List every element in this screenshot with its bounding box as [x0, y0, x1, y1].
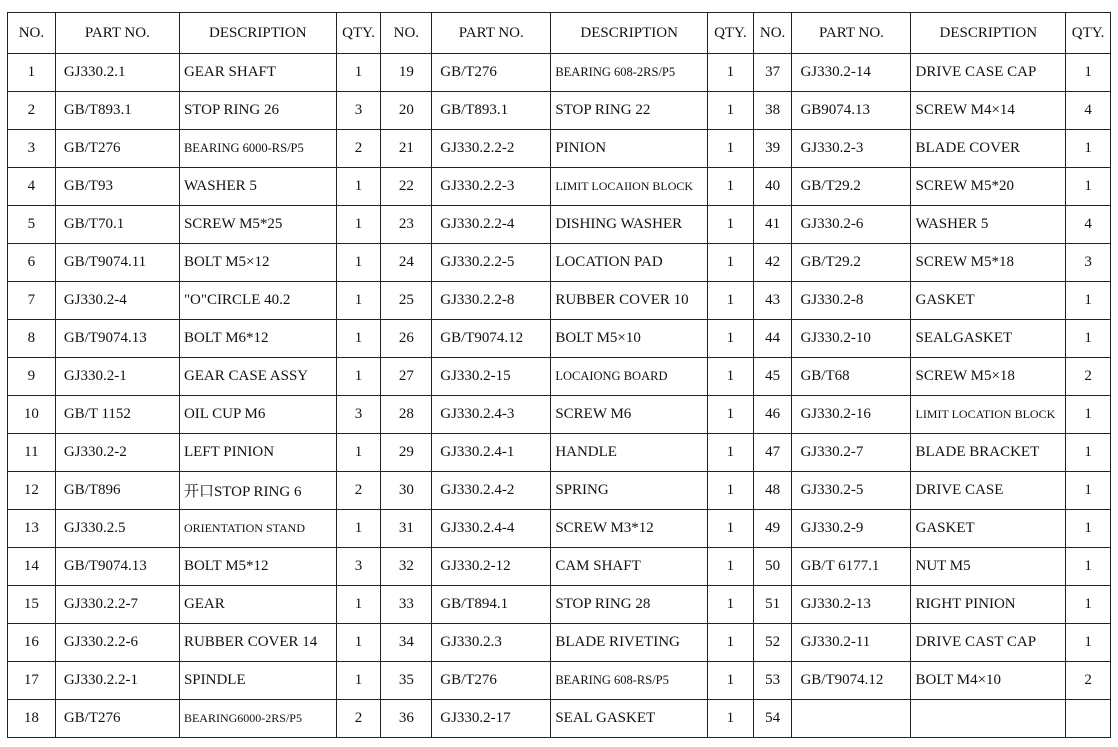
- part-quantity: 1: [708, 358, 754, 396]
- part-number-index: 44: [753, 320, 792, 358]
- part-number-index: 34: [381, 624, 432, 662]
- part-quantity: 1: [708, 662, 754, 700]
- part-number: GJ330.2.4-4: [432, 510, 551, 548]
- part-quantity: 1: [336, 168, 381, 206]
- part-quantity: 3: [1066, 244, 1111, 282]
- part-description: SCREW M4×14: [911, 92, 1066, 130]
- part-quantity: 1: [1066, 168, 1111, 206]
- part-number-index: 8: [8, 320, 56, 358]
- part-number-index: 32: [381, 548, 432, 586]
- part-quantity: 1: [1066, 510, 1111, 548]
- part-number: GB/T29.2: [792, 168, 911, 206]
- part-description: HANDLE: [551, 434, 708, 472]
- part-quantity: 1: [708, 320, 754, 358]
- part-quantity: 4: [1066, 92, 1111, 130]
- part-quantity: 1: [1066, 624, 1111, 662]
- part-number-index: 38: [753, 92, 792, 130]
- part-number-index: 1: [8, 54, 56, 92]
- part-quantity: 1: [336, 244, 381, 282]
- part-quantity: 1: [336, 54, 381, 92]
- part-quantity: 1: [1066, 434, 1111, 472]
- part-description: SCREW M5*25: [179, 206, 336, 244]
- part-quantity: 1: [708, 548, 754, 586]
- part-number: GJ330.2.2-6: [55, 624, 179, 662]
- part-number: GB9074.13: [792, 92, 911, 130]
- part-number: GJ330.2.2-4: [432, 206, 551, 244]
- part-number: GJ330.2-1: [55, 358, 179, 396]
- part-number-index: 43: [753, 282, 792, 320]
- part-description: SCREW M5×18: [911, 358, 1066, 396]
- part-description: SCREW M3*12: [551, 510, 708, 548]
- table-row: [8, 168, 1111, 206]
- part-number-index: 29: [381, 434, 432, 472]
- part-number: GB/T276: [432, 662, 551, 700]
- part-number: GB/T68: [792, 358, 911, 396]
- part-number-index: 52: [753, 624, 792, 662]
- part-number: GJ330.2.2-2: [432, 130, 551, 168]
- part-number-index: 9: [8, 358, 56, 396]
- part-description: BEARING 608-2RS/P5: [551, 54, 708, 92]
- part-description: LIMIT LOCAIION BLOCK: [551, 168, 708, 206]
- part-number-index: 14: [8, 548, 56, 586]
- part-number: GJ330.2.2-7: [55, 586, 179, 624]
- part-description: STOP RING 22: [551, 92, 708, 130]
- part-description: "O"CIRCLE 40.2: [179, 282, 336, 320]
- part-number-index: 22: [381, 168, 432, 206]
- part-description: BOLT M5×10: [551, 320, 708, 358]
- part-quantity: 1: [336, 662, 381, 700]
- part-description: NUT M5: [911, 548, 1066, 586]
- part-number: GJ330.2-11: [792, 624, 911, 662]
- header-no: NO.: [381, 13, 432, 54]
- part-quantity: 1: [1066, 320, 1111, 358]
- part-quantity: 3: [336, 92, 381, 130]
- part-number-index: 28: [381, 396, 432, 434]
- part-number-index: 13: [8, 510, 56, 548]
- part-number: GJ330.2.5: [55, 510, 179, 548]
- part-description: SEALGASKET: [911, 320, 1066, 358]
- part-description: OIL CUP M6: [179, 396, 336, 434]
- part-quantity: 1: [708, 54, 754, 92]
- part-quantity: 1: [708, 472, 754, 510]
- table-row: [8, 586, 1111, 624]
- part-number: GJ330.2-14: [792, 54, 911, 92]
- part-number: GB/T9074.11: [55, 244, 179, 282]
- part-description: BLADE COVER: [911, 130, 1066, 168]
- part-number: GB/T70.1: [55, 206, 179, 244]
- table-row: [8, 510, 1111, 548]
- part-quantity: 1: [336, 282, 381, 320]
- part-number-index: 3: [8, 130, 56, 168]
- part-quantity: 1: [336, 624, 381, 662]
- part-quantity: 1: [708, 586, 754, 624]
- part-quantity: 1: [1066, 282, 1111, 320]
- part-number: GJ330.2-13: [792, 586, 911, 624]
- part-number: GB/T9074.13: [55, 548, 179, 586]
- part-number: GJ330.2-5: [792, 472, 911, 510]
- part-description: RIGHT PINION: [911, 586, 1066, 624]
- part-number-index: 12: [8, 472, 56, 510]
- part-quantity: 4: [1066, 206, 1111, 244]
- table-row: [8, 92, 1111, 130]
- part-quantity: [1066, 700, 1111, 738]
- part-number-index: 19: [381, 54, 432, 92]
- part-description: WASHER 5: [911, 206, 1066, 244]
- part-number: [792, 700, 911, 738]
- part-number-index: 20: [381, 92, 432, 130]
- part-number: GJ330.2.4-2: [432, 472, 551, 510]
- part-number: GB/T93: [55, 168, 179, 206]
- part-number-index: 26: [381, 320, 432, 358]
- part-quantity: 2: [336, 472, 381, 510]
- part-number: GJ330.2.4-3: [432, 396, 551, 434]
- part-number-index: 30: [381, 472, 432, 510]
- part-quantity: 1: [336, 510, 381, 548]
- part-quantity: 1: [708, 282, 754, 320]
- parts-list-table: [7, 12, 1111, 738]
- part-number: GJ330.2.1: [55, 54, 179, 92]
- part-description: BOLT M5*12: [179, 548, 336, 586]
- part-number: GB/T9074.12: [792, 662, 911, 700]
- part-number-index: 40: [753, 168, 792, 206]
- part-number-index: 4: [8, 168, 56, 206]
- part-number: GJ330.2-3: [792, 130, 911, 168]
- part-quantity: 1: [708, 244, 754, 282]
- table-row: [8, 206, 1111, 244]
- header-qty: QTY.: [1066, 13, 1111, 54]
- part-description: DRIVE CAST CAP: [911, 624, 1066, 662]
- part-number: GB/T894.1: [432, 586, 551, 624]
- part-number: GJ330.2-4: [55, 282, 179, 320]
- table-row: [8, 662, 1111, 700]
- part-number-index: 2: [8, 92, 56, 130]
- part-quantity: 1: [708, 206, 754, 244]
- part-number-index: 37: [753, 54, 792, 92]
- part-number: GJ330.2-6: [792, 206, 911, 244]
- part-description: [911, 700, 1066, 738]
- part-number-index: 54: [753, 700, 792, 738]
- part-description: CAM SHAFT: [551, 548, 708, 586]
- part-description: GASKET: [911, 282, 1066, 320]
- part-number-index: 18: [8, 700, 56, 738]
- part-number: GB/T 1152: [55, 396, 179, 434]
- table-row: [8, 624, 1111, 662]
- part-description: GEAR CASE ASSY: [179, 358, 336, 396]
- part-description: LOCATION PAD: [551, 244, 708, 282]
- table-body: [8, 54, 1111, 738]
- part-description: BEARING6000-2RS/P5: [179, 700, 336, 738]
- table-row: [8, 320, 1111, 358]
- part-description: LIMIT LOCATION BLOCK: [911, 396, 1066, 434]
- part-number: GB/T9074.12: [432, 320, 551, 358]
- part-description: SCREW M6: [551, 396, 708, 434]
- part-quantity: 1: [1066, 54, 1111, 92]
- table-row: [8, 130, 1111, 168]
- part-quantity: 2: [1066, 358, 1111, 396]
- part-quantity: 3: [336, 396, 381, 434]
- part-number: GB/T893.1: [55, 92, 179, 130]
- part-number-index: 23: [381, 206, 432, 244]
- part-number: GJ330.2.3: [432, 624, 551, 662]
- header-row: [8, 13, 1111, 54]
- part-number: GJ330.2-7: [792, 434, 911, 472]
- part-quantity: 1: [708, 434, 754, 472]
- part-number-index: 10: [8, 396, 56, 434]
- table-row: [8, 548, 1111, 586]
- part-number-index: 49: [753, 510, 792, 548]
- part-number: GB/T893.1: [432, 92, 551, 130]
- part-description: BEARING 608-RS/P5: [551, 662, 708, 700]
- part-number: GJ330.2.4-1: [432, 434, 551, 472]
- part-number: GJ330.2.2-8: [432, 282, 551, 320]
- part-number-index: 6: [8, 244, 56, 282]
- part-number-index: 48: [753, 472, 792, 510]
- part-description: ORIENTATION STAND: [179, 510, 336, 548]
- header-part-no: PART NO.: [432, 13, 551, 54]
- table-header: [8, 13, 1111, 54]
- part-description: BLADE BRACKET: [911, 434, 1066, 472]
- header-part-no: PART NO.: [55, 13, 179, 54]
- table-row: [8, 358, 1111, 396]
- part-description: GASKET: [911, 510, 1066, 548]
- part-number-index: 35: [381, 662, 432, 700]
- header-no: NO.: [753, 13, 792, 54]
- part-number: GJ330.2-12: [432, 548, 551, 586]
- part-quantity: 1: [708, 510, 754, 548]
- header-qty: QTY.: [708, 13, 754, 54]
- part-quantity: 1: [1066, 548, 1111, 586]
- table-row: [8, 434, 1111, 472]
- part-description: BOLT M5×12: [179, 244, 336, 282]
- header-no: NO.: [8, 13, 56, 54]
- part-quantity: 1: [708, 168, 754, 206]
- part-number-index: 7: [8, 282, 56, 320]
- part-number-index: 33: [381, 586, 432, 624]
- part-number-index: 24: [381, 244, 432, 282]
- part-number: GB/T29.2: [792, 244, 911, 282]
- part-number-index: 16: [8, 624, 56, 662]
- part-number: GB/T896: [55, 472, 179, 510]
- part-number-index: 27: [381, 358, 432, 396]
- part-number: GJ330.2.2-3: [432, 168, 551, 206]
- part-number: GJ330.2-16: [792, 396, 911, 434]
- part-number: GJ330.2-17: [432, 700, 551, 738]
- part-number-index: 5: [8, 206, 56, 244]
- part-number-index: 51: [753, 586, 792, 624]
- part-description: GEAR: [179, 586, 336, 624]
- part-description: BEARING 6000-RS/P5: [179, 130, 336, 168]
- part-description: STOP RING 26: [179, 92, 336, 130]
- part-number-index: 39: [753, 130, 792, 168]
- part-quantity: 2: [336, 700, 381, 738]
- part-number-index: 11: [8, 434, 56, 472]
- part-description: SCREW M5*18: [911, 244, 1066, 282]
- part-number: GB/T276: [55, 130, 179, 168]
- part-quantity: 1: [336, 434, 381, 472]
- header-part-no: PART NO.: [792, 13, 911, 54]
- part-number: GJ330.2-8: [792, 282, 911, 320]
- part-quantity: 1: [708, 624, 754, 662]
- table-row: [8, 282, 1111, 320]
- part-number-index: 21: [381, 130, 432, 168]
- part-quantity: 1: [1066, 586, 1111, 624]
- part-description: SPINDLE: [179, 662, 336, 700]
- part-description: DISHING WASHER: [551, 206, 708, 244]
- part-number: GB/T9074.13: [55, 320, 179, 358]
- table-row: [8, 54, 1111, 92]
- part-description: STOP RING 28: [551, 586, 708, 624]
- part-description: RUBBER COVER 10: [551, 282, 708, 320]
- part-number-index: 47: [753, 434, 792, 472]
- part-number-index: 15: [8, 586, 56, 624]
- part-quantity: 1: [336, 586, 381, 624]
- part-number: GJ330.2.2-5: [432, 244, 551, 282]
- part-number-index: 25: [381, 282, 432, 320]
- part-number-index: 17: [8, 662, 56, 700]
- part-description: SEAL GASKET: [551, 700, 708, 738]
- part-number: GB/T 6177.1: [792, 548, 911, 586]
- part-number: GB/T276: [432, 54, 551, 92]
- part-number-index: 36: [381, 700, 432, 738]
- header-qty: QTY.: [336, 13, 381, 54]
- part-quantity: 1: [336, 358, 381, 396]
- header-description: DESCRIPTION: [911, 13, 1066, 54]
- part-quantity: 2: [336, 130, 381, 168]
- part-number: GJ330.2-9: [792, 510, 911, 548]
- table-row: [8, 700, 1111, 738]
- part-number: GJ330.2-2: [55, 434, 179, 472]
- part-number-index: 31: [381, 510, 432, 548]
- header-description: DESCRIPTION: [551, 13, 708, 54]
- table-row: [8, 472, 1111, 510]
- part-quantity: 1: [336, 206, 381, 244]
- table-row: [8, 396, 1111, 434]
- part-quantity: 1: [708, 396, 754, 434]
- part-quantity: 1: [336, 320, 381, 358]
- part-number: GJ330.2.2-1: [55, 662, 179, 700]
- part-quantity: 1: [708, 92, 754, 130]
- part-description: BLADE RIVETING: [551, 624, 708, 662]
- part-number: GJ330.2-10: [792, 320, 911, 358]
- part-number-index: 45: [753, 358, 792, 396]
- part-description: SCREW M5*20: [911, 168, 1066, 206]
- part-description: GEAR SHAFT: [179, 54, 336, 92]
- table-row: [8, 244, 1111, 282]
- part-quantity: 1: [1066, 472, 1111, 510]
- part-description: DRIVE CASE CAP: [911, 54, 1066, 92]
- part-description: DRIVE CASE: [911, 472, 1066, 510]
- part-description: BOLT M6*12: [179, 320, 336, 358]
- part-quantity: 3: [336, 548, 381, 586]
- part-description: SPRING: [551, 472, 708, 510]
- part-number: GJ330.2-15: [432, 358, 551, 396]
- part-quantity: 1: [1066, 396, 1111, 434]
- part-number-index: 42: [753, 244, 792, 282]
- part-quantity: 1: [1066, 130, 1111, 168]
- part-description: 开口STOP RING 6: [179, 472, 336, 510]
- part-number: GB/T276: [55, 700, 179, 738]
- part-description: RUBBER COVER 14: [179, 624, 336, 662]
- part-quantity: 2: [1066, 662, 1111, 700]
- part-number-index: 41: [753, 206, 792, 244]
- part-description: LOCAIONG BOARD: [551, 358, 708, 396]
- part-description: WASHER 5: [179, 168, 336, 206]
- part-quantity: 1: [708, 700, 754, 738]
- header-description: DESCRIPTION: [179, 13, 336, 54]
- part-description: PINION: [551, 130, 708, 168]
- part-number-index: 50: [753, 548, 792, 586]
- part-number-index: 46: [753, 396, 792, 434]
- part-description: LEFT PINION: [179, 434, 336, 472]
- part-description: BOLT M4×10: [911, 662, 1066, 700]
- part-quantity: 1: [708, 130, 754, 168]
- part-number-index: 53: [753, 662, 792, 700]
